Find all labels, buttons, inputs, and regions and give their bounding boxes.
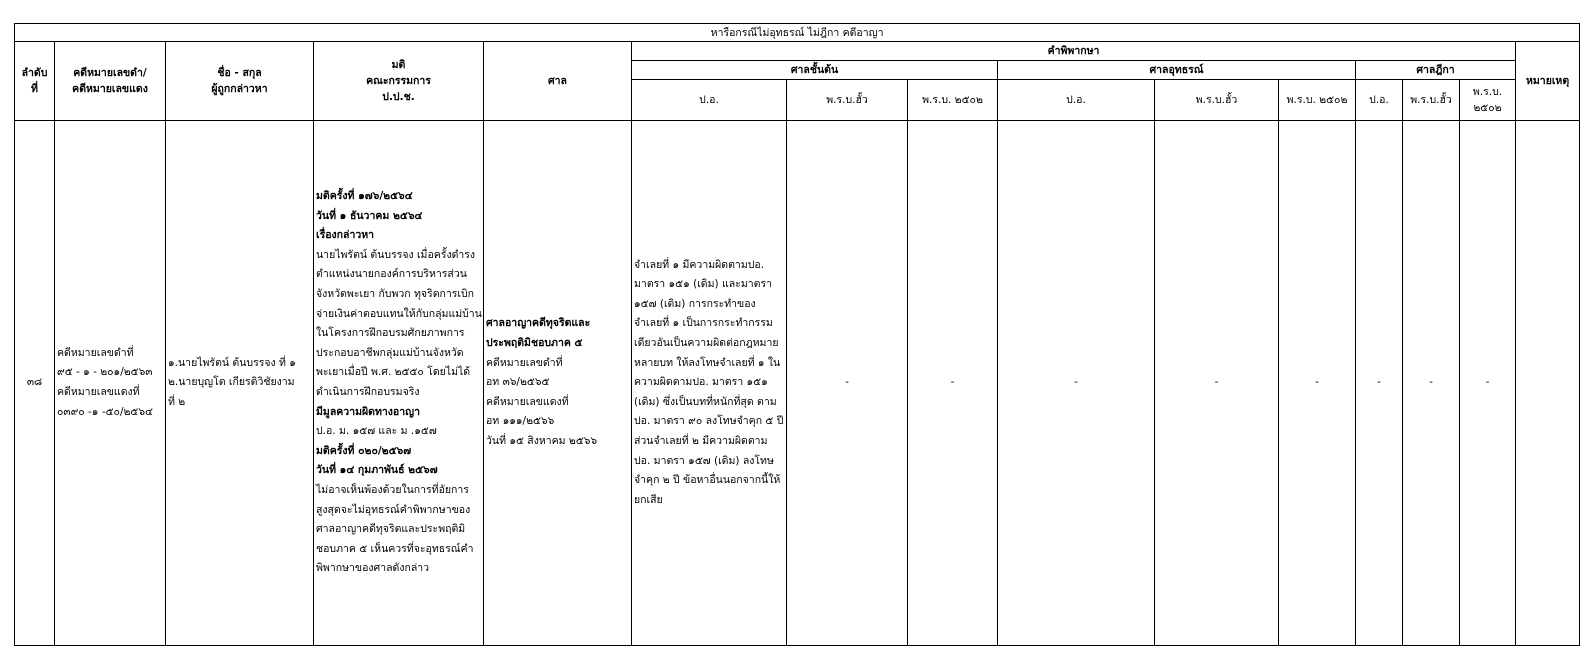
row-supreme-act-old: - bbox=[1403, 121, 1460, 646]
header-case-numbers: คดีหมายเลขดำ/ คดีหมายเลขแดง bbox=[55, 42, 166, 121]
cell-line: มติครั้งที่ ๑๗๖/๒๕๖๔ bbox=[316, 190, 413, 203]
header-supreme-act-2502: พ.ร.บ. ๒๕๐๒ bbox=[1460, 80, 1516, 121]
header-appeal-po: ป.อ. bbox=[998, 80, 1155, 121]
case-table bbox=[14, 23, 1580, 646]
cell-line: ชอบภาค ๕ เห็นควรที่จะอุทธรณ์คำ bbox=[316, 542, 474, 555]
header-first-act-2502: พ.ร.บ. ๒๕๐๒ bbox=[908, 80, 998, 121]
cell-line: ไม่อาจเห็นพ้องด้วยในการที่อัยการ bbox=[316, 483, 469, 496]
cell-line: ดำเนินการฝึกอบรมจริง bbox=[316, 386, 420, 398]
cell-line: ส่วนจำเลยที่ ๒ มีความผิดตาม bbox=[634, 434, 768, 447]
row-remarks bbox=[1516, 121, 1580, 646]
cell-line: ศาลอาญาคดีทุจริตและ bbox=[486, 317, 591, 330]
cell-line: ๑๕๗ (เดิม) การกระทำของ bbox=[634, 297, 756, 310]
header-remarks: หมายเหตุ bbox=[1516, 42, 1580, 121]
cell-line: พะเยาเมื่อปี พ.ศ. ๒๕๕๐ โดยไม่ได้ bbox=[316, 366, 471, 379]
cell-line: จังหวัดพะเยา กับพวก ทุจริตการเบิก bbox=[316, 288, 475, 301]
cell-line: ประกอบอาชีพกลุ่มแม่บ้านจังหวัด bbox=[316, 346, 464, 359]
cell-line: ปอ. มาตรา ๑๕๗ (เดิม) ลงโทษ bbox=[634, 454, 774, 467]
cell-line: เดียวอันเป็นความผิดต่อกฎหมาย bbox=[634, 337, 779, 350]
header-appeal-court: ศาลอุทธรณ์ bbox=[998, 61, 1356, 80]
cell-line: ตำแหน่งนายกองค์การบริหารส่วน bbox=[316, 268, 467, 281]
cell-line: จำคุก ๒ ปี ข้อหาอื่นนอกจากนี้ให้ bbox=[634, 474, 781, 487]
cell-line: ยกเสีย bbox=[634, 493, 663, 506]
cell-line: มีมูลความผิดทางอาญา bbox=[316, 405, 420, 418]
cell-line: ศาลอาญาคดีทุจริตและประพฤติมิ bbox=[316, 523, 466, 536]
cell-line: มติครั้งที่ ๐๒๐/๒๕๖๗ bbox=[316, 444, 412, 457]
header-supreme-act-old: พ.ร.บ.ฮั้ว bbox=[1403, 80, 1460, 121]
cell-line: ประพฤติมิชอบภาค ๕ bbox=[486, 337, 583, 350]
cell-line: สูงสุดจะไม่อุทธรณ์คำพิพากษาของ bbox=[316, 503, 471, 516]
row-court bbox=[484, 121, 632, 646]
row-names: ๑.นายไพรัตน์ ต้นบรรจง ที่ ๑ ๒.นายบุญโต เกียรติวิชัยงาม ที่ ๒ bbox=[166, 121, 314, 646]
cell-line: มาตรา ๑๕๑ (เดิม) และมาตรา bbox=[634, 278, 772, 291]
cell-line: วันที่ ๑๕ สิงหาคม ๒๕๖๖ bbox=[486, 434, 598, 447]
row-order: ๓๘ bbox=[15, 121, 55, 646]
header-first-po: ป.อ. bbox=[632, 80, 787, 121]
cell-line: ป.อ. ม. ๑๕๗ และ ม .๑๕๗ bbox=[316, 425, 437, 438]
cell-line: นายไพรัตน์ ต้นบรรจง เมื่อครั้งดำรง bbox=[316, 248, 476, 261]
cell-line: ปอ. มาตรา ๙๐ ลงโทษจำคุก ๕ ปี bbox=[634, 415, 784, 428]
cell-line: พิพากษาของศาลดังกล่าว bbox=[316, 562, 430, 575]
header-first-court: ศาลชั้นต้น bbox=[632, 61, 998, 80]
header-supreme-po: ป.อ. bbox=[1356, 80, 1403, 121]
cell-line: ในโครงการฝึกอบรมศักยภาพการ bbox=[316, 327, 465, 340]
header-appeal-act-2502: พ.ร.บ. ๒๕๐๒ bbox=[1279, 80, 1356, 121]
cell-line: วันที่ ๑ ธันวาคม ๒๕๖๔ bbox=[316, 209, 423, 222]
cell-line: วันที่ ๑๔ กุมภาพันธ์ ๒๕๖๗ bbox=[316, 464, 438, 477]
header-names: ชื่อ - สกุล ผู้ถูกกล่าวหา bbox=[166, 42, 314, 121]
table-row bbox=[15, 121, 1580, 646]
cell-line: จำเลยที่ ๑ มีความผิดตามปอ. bbox=[634, 258, 765, 271]
cell-line: (เดิม) ซึ่งเป็นบทที่หนักที่สุด ตาม bbox=[634, 395, 777, 408]
row-supreme-po: - bbox=[1356, 121, 1403, 646]
row-case-numbers: คดีหมายเลขดำที่ ๙๕ - ๑ - ๒๐๑/๒๕๖๓ คดีหมายเลขแดงที่ ๐๓๙๐ -๑ -๕๐/๒๕๖๔ bbox=[55, 121, 166, 646]
cell-line: คดีหมายเลขดำที่ bbox=[486, 356, 563, 369]
header-judgment: คำพิพากษา bbox=[632, 42, 1516, 61]
header-resolution: มติ คณะกรรมการ ป.ป.ช. bbox=[314, 42, 484, 121]
cell-line: หลายบท ให้ลงโทษจำเลยที่ ๑ ใน bbox=[634, 356, 781, 369]
cell-line: ความผิดตามปอ. มาตรา ๑๕๑ bbox=[634, 376, 768, 389]
header-order: ลำดับ ที่ bbox=[15, 42, 55, 121]
row-supreme-act-2502: - bbox=[1460, 121, 1516, 646]
header-court: ศาล bbox=[484, 42, 632, 121]
cell-line: จ่ายเงินค่าตอบแทนให้กับกลุ่มแม่บ้าน bbox=[316, 307, 482, 320]
header-appeal-act-old: พ.ร.บ.ฮั้ว bbox=[1155, 80, 1279, 121]
row-appeal-act-2502: - bbox=[1279, 121, 1356, 646]
header-first-act-old: พ.ร.บ.ฮั้ว bbox=[787, 80, 908, 121]
cell-line: จำเลยที่ ๑ เป็นการกระทำกรรม bbox=[634, 317, 773, 330]
row-first-court-po bbox=[632, 121, 787, 646]
row-resolution bbox=[314, 121, 484, 646]
cell-line: คดีหมายเลขแดงที่ bbox=[486, 395, 569, 408]
cell-line: เรื่องกล่าวหา bbox=[316, 229, 375, 242]
cell-line: อท ๑๑๑/๒๕๖๖ bbox=[486, 415, 555, 428]
cell-line: อท ๓๖/๒๕๖๕ bbox=[486, 376, 550, 389]
row-first-act-2502: - bbox=[908, 121, 998, 646]
row-appeal-act-old: - bbox=[1155, 121, 1279, 646]
row-appeal-po: - bbox=[998, 121, 1155, 646]
header-supreme-court: ศาลฎีกา bbox=[1356, 61, 1516, 80]
row-first-act-old: - bbox=[787, 121, 908, 646]
table-title: หารือกรณีไม่อุทธรณ์ ไม่ฎีกา คดีอาญา bbox=[15, 24, 1580, 42]
